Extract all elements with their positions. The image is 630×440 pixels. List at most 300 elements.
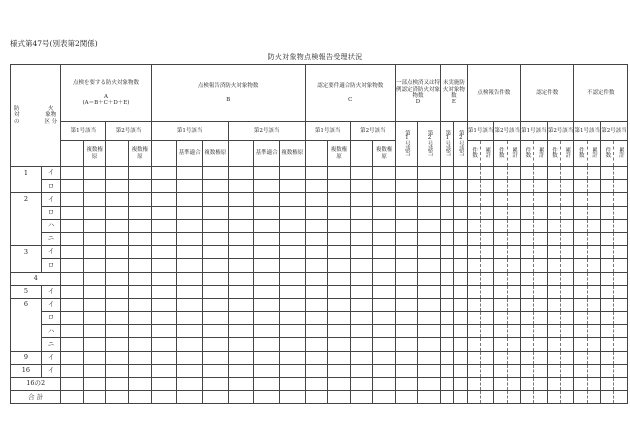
- data-cell[interactable]: [177, 259, 203, 272]
- data-cell[interactable]: [83, 298, 106, 311]
- data-cell[interactable]: [350, 325, 373, 338]
- data-cell[interactable]: [228, 391, 254, 404]
- data-cell[interactable]: [587, 312, 600, 325]
- data-cell[interactable]: [129, 391, 152, 404]
- data-cell[interactable]: [395, 298, 418, 311]
- data-cell[interactable]: [395, 364, 418, 377]
- data-cell[interactable]: [202, 246, 228, 259]
- data-cell[interactable]: [61, 325, 84, 338]
- data-cell[interactable]: [395, 232, 418, 245]
- data-cell[interactable]: [418, 364, 441, 377]
- data-cell[interactable]: [467, 193, 480, 206]
- data-cell[interactable]: [601, 351, 614, 364]
- data-cell[interactable]: [521, 180, 534, 193]
- data-cell[interactable]: [561, 193, 574, 206]
- data-cell[interactable]: [441, 272, 454, 285]
- data-cell[interactable]: [587, 351, 600, 364]
- data-cell[interactable]: [614, 338, 628, 351]
- data-cell[interactable]: [151, 246, 177, 259]
- data-cell[interactable]: [61, 259, 84, 272]
- data-cell[interactable]: [279, 298, 305, 311]
- data-cell[interactable]: [228, 259, 254, 272]
- data-cell[interactable]: [494, 351, 507, 364]
- data-cell[interactable]: [228, 364, 254, 377]
- data-cell[interactable]: [106, 206, 129, 219]
- data-cell[interactable]: [305, 272, 328, 285]
- data-cell[interactable]: [507, 351, 520, 364]
- data-cell[interactable]: [507, 391, 520, 404]
- data-cell[interactable]: [547, 378, 560, 391]
- data-cell[interactable]: [494, 312, 507, 325]
- data-cell[interactable]: [507, 193, 520, 206]
- data-cell[interactable]: [601, 298, 614, 311]
- data-cell[interactable]: [228, 351, 254, 364]
- data-cell[interactable]: [373, 325, 396, 338]
- data-cell[interactable]: [481, 364, 494, 377]
- data-cell[interactable]: [561, 351, 574, 364]
- data-cell[interactable]: [328, 272, 351, 285]
- data-cell[interactable]: [350, 351, 373, 364]
- data-cell[interactable]: [202, 378, 228, 391]
- data-cell[interactable]: [177, 285, 203, 298]
- data-cell[interactable]: [481, 391, 494, 404]
- data-cell[interactable]: [441, 259, 454, 272]
- data-cell[interactable]: [254, 259, 280, 272]
- data-cell[interactable]: [587, 180, 600, 193]
- data-cell[interactable]: [547, 298, 560, 311]
- data-cell[interactable]: [328, 259, 351, 272]
- data-cell[interactable]: [454, 378, 467, 391]
- data-cell[interactable]: [305, 259, 328, 272]
- data-cell[interactable]: [441, 167, 454, 180]
- data-cell[interactable]: [279, 232, 305, 245]
- data-cell[interactable]: [129, 378, 152, 391]
- data-cell[interactable]: [467, 391, 480, 404]
- data-cell[interactable]: [254, 219, 280, 232]
- data-cell[interactable]: [587, 298, 600, 311]
- data-cell[interactable]: [507, 259, 520, 272]
- data-cell[interactable]: [350, 219, 373, 232]
- data-cell[interactable]: [373, 378, 396, 391]
- data-cell[interactable]: [254, 364, 280, 377]
- data-cell[interactable]: [441, 285, 454, 298]
- data-cell[interactable]: [547, 285, 560, 298]
- data-cell[interactable]: [547, 391, 560, 404]
- data-cell[interactable]: [521, 206, 534, 219]
- data-cell[interactable]: [305, 180, 328, 193]
- data-cell[interactable]: [494, 193, 507, 206]
- data-cell[interactable]: [228, 298, 254, 311]
- data-cell[interactable]: [418, 259, 441, 272]
- data-cell[interactable]: [574, 272, 587, 285]
- data-cell[interactable]: [177, 351, 203, 364]
- data-cell[interactable]: [587, 272, 600, 285]
- data-cell[interactable]: [454, 272, 467, 285]
- data-cell[interactable]: [305, 298, 328, 311]
- data-cell[interactable]: [561, 378, 574, 391]
- data-cell[interactable]: [177, 364, 203, 377]
- data-cell[interactable]: [507, 298, 520, 311]
- data-cell[interactable]: [521, 325, 534, 338]
- data-cell[interactable]: [547, 193, 560, 206]
- data-cell[interactable]: [481, 193, 494, 206]
- data-cell[interactable]: [534, 167, 547, 180]
- data-cell[interactable]: [373, 391, 396, 404]
- data-cell[interactable]: [547, 232, 560, 245]
- data-cell[interactable]: [614, 167, 628, 180]
- data-cell[interactable]: [328, 338, 351, 351]
- data-cell[interactable]: [305, 338, 328, 351]
- data-cell[interactable]: [521, 391, 534, 404]
- data-cell[interactable]: [614, 312, 628, 325]
- data-cell[interactable]: [587, 338, 600, 351]
- data-cell[interactable]: [614, 391, 628, 404]
- data-cell[interactable]: [534, 180, 547, 193]
- data-cell[interactable]: [129, 219, 152, 232]
- data-cell[interactable]: [305, 232, 328, 245]
- data-cell[interactable]: [534, 312, 547, 325]
- data-cell[interactable]: [228, 272, 254, 285]
- data-cell[interactable]: [129, 298, 152, 311]
- data-cell[interactable]: [305, 364, 328, 377]
- data-cell[interactable]: [279, 378, 305, 391]
- data-cell[interactable]: [350, 246, 373, 259]
- data-cell[interactable]: [151, 232, 177, 245]
- data-cell[interactable]: [202, 206, 228, 219]
- data-cell[interactable]: [350, 180, 373, 193]
- data-cell[interactable]: [350, 232, 373, 245]
- data-cell[interactable]: [279, 259, 305, 272]
- data-cell[interactable]: [481, 246, 494, 259]
- data-cell[interactable]: [395, 206, 418, 219]
- data-cell[interactable]: [83, 285, 106, 298]
- data-cell[interactable]: [454, 259, 467, 272]
- data-cell[interactable]: [328, 378, 351, 391]
- data-cell[interactable]: [61, 351, 84, 364]
- data-cell[interactable]: [418, 232, 441, 245]
- data-cell[interactable]: [373, 364, 396, 377]
- data-cell[interactable]: [561, 246, 574, 259]
- data-cell[interactable]: [574, 312, 587, 325]
- data-cell[interactable]: [454, 167, 467, 180]
- data-cell[interactable]: [441, 232, 454, 245]
- data-cell[interactable]: [254, 285, 280, 298]
- data-cell[interactable]: [547, 338, 560, 351]
- data-cell[interactable]: [561, 285, 574, 298]
- data-cell[interactable]: [534, 338, 547, 351]
- data-cell[interactable]: [328, 285, 351, 298]
- data-cell[interactable]: [561, 391, 574, 404]
- data-cell[interactable]: [202, 338, 228, 351]
- data-cell[interactable]: [547, 180, 560, 193]
- data-cell[interactable]: [395, 285, 418, 298]
- data-cell[interactable]: [61, 391, 84, 404]
- data-cell[interactable]: [228, 338, 254, 351]
- data-cell[interactable]: [441, 219, 454, 232]
- data-cell[interactable]: [202, 193, 228, 206]
- data-cell[interactable]: [587, 219, 600, 232]
- data-cell[interactable]: [418, 193, 441, 206]
- data-cell[interactable]: [547, 351, 560, 364]
- data-cell[interactable]: [279, 312, 305, 325]
- data-cell[interactable]: [328, 298, 351, 311]
- data-cell[interactable]: [507, 206, 520, 219]
- data-cell[interactable]: [350, 312, 373, 325]
- data-cell[interactable]: [151, 272, 177, 285]
- data-cell[interactable]: [228, 312, 254, 325]
- data-cell[interactable]: [350, 193, 373, 206]
- data-cell[interactable]: [202, 364, 228, 377]
- data-cell[interactable]: [494, 298, 507, 311]
- data-cell[interactable]: [254, 206, 280, 219]
- data-cell[interactable]: [574, 285, 587, 298]
- data-cell[interactable]: [254, 272, 280, 285]
- data-cell[interactable]: [601, 167, 614, 180]
- data-cell[interactable]: [614, 298, 628, 311]
- data-cell[interactable]: [574, 351, 587, 364]
- data-cell[interactable]: [202, 219, 228, 232]
- data-cell[interactable]: [547, 259, 560, 272]
- data-cell[interactable]: [202, 167, 228, 180]
- data-cell[interactable]: [614, 246, 628, 259]
- data-cell[interactable]: [151, 351, 177, 364]
- data-cell[interactable]: [494, 285, 507, 298]
- data-cell[interactable]: [228, 206, 254, 219]
- data-cell[interactable]: [521, 364, 534, 377]
- data-cell[interactable]: [279, 193, 305, 206]
- data-cell[interactable]: [228, 219, 254, 232]
- data-cell[interactable]: [373, 285, 396, 298]
- data-cell[interactable]: [61, 378, 84, 391]
- data-cell[interactable]: [521, 246, 534, 259]
- data-cell[interactable]: [467, 364, 480, 377]
- data-cell[interactable]: [106, 298, 129, 311]
- data-cell[interactable]: [574, 364, 587, 377]
- data-cell[interactable]: [614, 351, 628, 364]
- data-cell[interactable]: [228, 378, 254, 391]
- data-cell[interactable]: [481, 312, 494, 325]
- data-cell[interactable]: [106, 246, 129, 259]
- data-cell[interactable]: [601, 325, 614, 338]
- data-cell[interactable]: [534, 364, 547, 377]
- data-cell[interactable]: [177, 246, 203, 259]
- data-cell[interactable]: [305, 193, 328, 206]
- data-cell[interactable]: [441, 206, 454, 219]
- data-cell[interactable]: [494, 378, 507, 391]
- data-cell[interactable]: [494, 180, 507, 193]
- data-cell[interactable]: [441, 180, 454, 193]
- data-cell[interactable]: [305, 351, 328, 364]
- data-cell[interactable]: [614, 378, 628, 391]
- data-cell[interactable]: [534, 391, 547, 404]
- data-cell[interactable]: [574, 246, 587, 259]
- data-cell[interactable]: [177, 193, 203, 206]
- data-cell[interactable]: [106, 167, 129, 180]
- data-cell[interactable]: [202, 312, 228, 325]
- data-cell[interactable]: [254, 351, 280, 364]
- data-cell[interactable]: [467, 272, 480, 285]
- data-cell[interactable]: [61, 206, 84, 219]
- data-cell[interactable]: [328, 232, 351, 245]
- data-cell[interactable]: [601, 246, 614, 259]
- data-cell[interactable]: [481, 206, 494, 219]
- data-cell[interactable]: [521, 378, 534, 391]
- data-cell[interactable]: [106, 272, 129, 285]
- data-cell[interactable]: [534, 351, 547, 364]
- data-cell[interactable]: [547, 246, 560, 259]
- data-cell[interactable]: [228, 167, 254, 180]
- data-cell[interactable]: [83, 232, 106, 245]
- data-cell[interactable]: [534, 272, 547, 285]
- data-cell[interactable]: [151, 391, 177, 404]
- data-cell[interactable]: [151, 298, 177, 311]
- data-cell[interactable]: [177, 298, 203, 311]
- data-cell[interactable]: [350, 167, 373, 180]
- data-cell[interactable]: [279, 364, 305, 377]
- data-cell[interactable]: [521, 272, 534, 285]
- data-cell[interactable]: [350, 298, 373, 311]
- data-cell[interactable]: [441, 364, 454, 377]
- data-cell[interactable]: [61, 298, 84, 311]
- data-cell[interactable]: [83, 180, 106, 193]
- data-cell[interactable]: [534, 219, 547, 232]
- data-cell[interactable]: [547, 312, 560, 325]
- data-cell[interactable]: [177, 167, 203, 180]
- data-cell[interactable]: [521, 219, 534, 232]
- data-cell[interactable]: [441, 351, 454, 364]
- data-cell[interactable]: [547, 219, 560, 232]
- data-cell[interactable]: [574, 193, 587, 206]
- data-cell[interactable]: [494, 206, 507, 219]
- data-cell[interactable]: [587, 391, 600, 404]
- data-cell[interactable]: [574, 325, 587, 338]
- data-cell[interactable]: [373, 180, 396, 193]
- data-cell[interactable]: [373, 246, 396, 259]
- data-cell[interactable]: [481, 232, 494, 245]
- data-cell[interactable]: [467, 219, 480, 232]
- data-cell[interactable]: [395, 338, 418, 351]
- data-cell[interactable]: [601, 232, 614, 245]
- data-cell[interactable]: [177, 180, 203, 193]
- data-cell[interactable]: [202, 351, 228, 364]
- data-cell[interactable]: [587, 206, 600, 219]
- data-cell[interactable]: [106, 312, 129, 325]
- data-cell[interactable]: [328, 391, 351, 404]
- data-cell[interactable]: [494, 391, 507, 404]
- data-cell[interactable]: [254, 193, 280, 206]
- data-cell[interactable]: [305, 312, 328, 325]
- data-cell[interactable]: [441, 391, 454, 404]
- data-cell[interactable]: [494, 338, 507, 351]
- data-cell[interactable]: [106, 219, 129, 232]
- data-cell[interactable]: [254, 232, 280, 245]
- data-cell[interactable]: [547, 167, 560, 180]
- data-cell[interactable]: [177, 312, 203, 325]
- data-cell[interactable]: [614, 219, 628, 232]
- data-cell[interactable]: [507, 232, 520, 245]
- data-cell[interactable]: [83, 351, 106, 364]
- data-cell[interactable]: [521, 259, 534, 272]
- data-cell[interactable]: [129, 232, 152, 245]
- data-cell[interactable]: [106, 391, 129, 404]
- data-cell[interactable]: [481, 219, 494, 232]
- data-cell[interactable]: [561, 312, 574, 325]
- data-cell[interactable]: [521, 351, 534, 364]
- data-cell[interactable]: [129, 312, 152, 325]
- data-cell[interactable]: [418, 338, 441, 351]
- data-cell[interactable]: [547, 364, 560, 377]
- data-cell[interactable]: [151, 259, 177, 272]
- data-cell[interactable]: [467, 338, 480, 351]
- data-cell[interactable]: [454, 351, 467, 364]
- data-cell[interactable]: [305, 378, 328, 391]
- data-cell[interactable]: [454, 232, 467, 245]
- data-cell[interactable]: [129, 206, 152, 219]
- data-cell[interactable]: [534, 378, 547, 391]
- data-cell[interactable]: [350, 338, 373, 351]
- data-cell[interactable]: [350, 391, 373, 404]
- data-cell[interactable]: [151, 338, 177, 351]
- data-cell[interactable]: [328, 246, 351, 259]
- data-cell[interactable]: [83, 312, 106, 325]
- data-cell[interactable]: [561, 219, 574, 232]
- data-cell[interactable]: [61, 338, 84, 351]
- data-cell[interactable]: [467, 351, 480, 364]
- data-cell[interactable]: [177, 219, 203, 232]
- data-cell[interactable]: [454, 364, 467, 377]
- data-cell[interactable]: [534, 298, 547, 311]
- data-cell[interactable]: [305, 285, 328, 298]
- data-cell[interactable]: [83, 378, 106, 391]
- data-cell[interactable]: [561, 298, 574, 311]
- data-cell[interactable]: [561, 180, 574, 193]
- data-cell[interactable]: [129, 285, 152, 298]
- data-cell[interactable]: [279, 325, 305, 338]
- data-cell[interactable]: [521, 232, 534, 245]
- data-cell[interactable]: [454, 391, 467, 404]
- data-cell[interactable]: [441, 246, 454, 259]
- data-cell[interactable]: [129, 364, 152, 377]
- data-cell[interactable]: [228, 232, 254, 245]
- data-cell[interactable]: [129, 180, 152, 193]
- data-cell[interactable]: [202, 298, 228, 311]
- data-cell[interactable]: [601, 193, 614, 206]
- data-cell[interactable]: [601, 206, 614, 219]
- data-cell[interactable]: [494, 246, 507, 259]
- data-cell[interactable]: [151, 364, 177, 377]
- data-cell[interactable]: [395, 312, 418, 325]
- data-cell[interactable]: [202, 180, 228, 193]
- data-cell[interactable]: [279, 219, 305, 232]
- data-cell[interactable]: [601, 391, 614, 404]
- data-cell[interactable]: [279, 246, 305, 259]
- data-cell[interactable]: [61, 180, 84, 193]
- data-cell[interactable]: [481, 298, 494, 311]
- data-cell[interactable]: [587, 232, 600, 245]
- data-cell[interactable]: [151, 193, 177, 206]
- data-cell[interactable]: [601, 219, 614, 232]
- data-cell[interactable]: [601, 272, 614, 285]
- data-cell[interactable]: [328, 325, 351, 338]
- data-cell[interactable]: [614, 193, 628, 206]
- data-cell[interactable]: [151, 180, 177, 193]
- data-cell[interactable]: [254, 338, 280, 351]
- data-cell[interactable]: [83, 259, 106, 272]
- data-cell[interactable]: [373, 272, 396, 285]
- data-cell[interactable]: [177, 338, 203, 351]
- data-cell[interactable]: [467, 206, 480, 219]
- data-cell[interactable]: [561, 364, 574, 377]
